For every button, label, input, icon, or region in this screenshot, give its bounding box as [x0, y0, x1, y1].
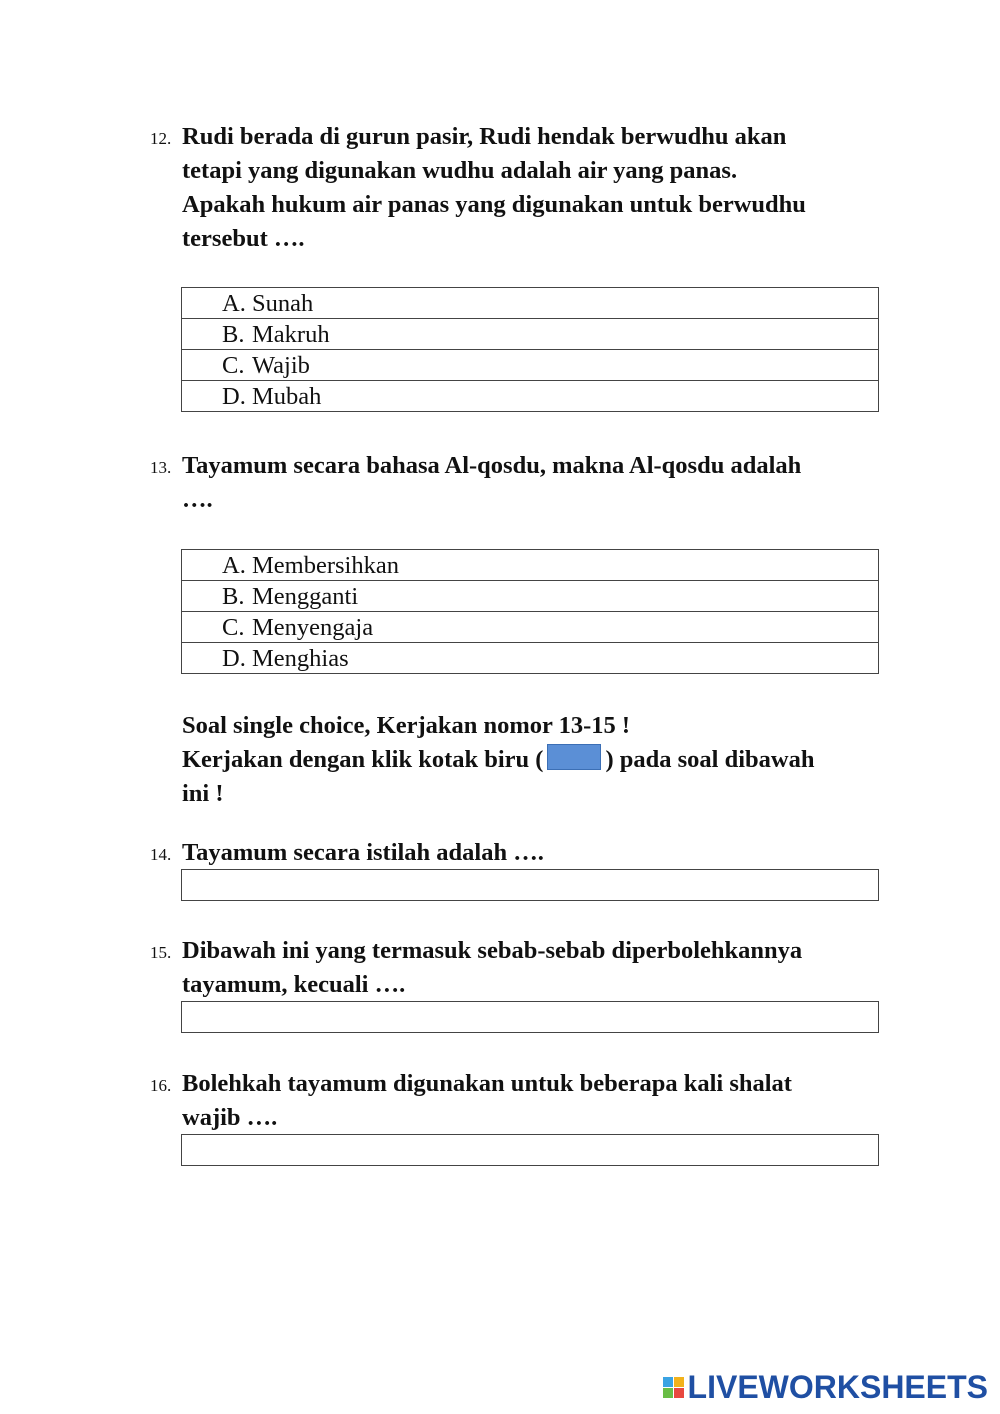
question-16	[150, 1067, 880, 1135]
options-table-12	[181, 287, 879, 412]
blue-box-icon	[547, 744, 601, 770]
instructions	[182, 709, 902, 811]
option-d[interactable]: D. Menghias	[222, 645, 349, 672]
question-number: 15.	[150, 943, 172, 962]
question-15	[150, 934, 880, 1002]
logo-mark-icon	[663, 1377, 684, 1398]
options-table-13	[181, 549, 879, 674]
question-text: Bolehkah tayamum digunakan untuk beberapa kali shalat wajib ….	[182, 1070, 792, 1131]
question-number: 14.	[150, 845, 172, 864]
option-a[interactable]: A. Membersihkan	[182, 550, 878, 581]
instructions-line-1: Soal single choice, Kerjakan nomor 13-15 !	[182, 712, 631, 739]
question-text: Rudi berada di gurun pasir, Rudi hendak berwudhu akan tetapi yang digunakan wudhu adalah air yang panas. Apakah hukum air panas yang digunakan untuk berwudhu tersebut ….	[182, 123, 806, 252]
answer-box-15[interactable]	[181, 1001, 879, 1033]
question-text: Tayamum secara bahasa Al-qosdu, makna Al-qosdu adalah ….	[182, 452, 802, 513]
option-c[interactable]: C. Wajib	[182, 350, 878, 381]
question-text: Dibawah ini yang termasuk sebab-sebab diperbolehkannya tayamum, kecuali ….	[182, 937, 803, 998]
option-a[interactable]: A. Sunah	[182, 288, 878, 319]
question-12	[150, 120, 880, 256]
question-number: 13.	[150, 458, 172, 477]
instructions-line-2: Kerjakan dengan klik kotak biru ( ) pada soal dibawah	[182, 746, 815, 773]
instructions-line-3: ini !	[182, 780, 224, 807]
option-b[interactable]: B. Makruh	[182, 319, 878, 350]
option-b[interactable]: B. Mengganti	[182, 581, 878, 612]
logo-text: LIVEWORKSHEETS	[687, 1369, 988, 1405]
answer-box-16[interactable]	[181, 1134, 879, 1166]
question-number: 16.	[150, 1076, 172, 1095]
option-c[interactable]: C. Menyengaja	[182, 612, 878, 643]
option-d[interactable]: D. Mubah	[222, 383, 322, 410]
question-14	[150, 836, 880, 870]
question-text: Tayamum secara istilah adalah ….	[182, 839, 544, 866]
question-13	[150, 449, 880, 517]
liveworksheets-logo	[663, 1369, 988, 1406]
question-number: 12.	[150, 129, 172, 148]
answer-box-14[interactable]	[181, 869, 879, 901]
